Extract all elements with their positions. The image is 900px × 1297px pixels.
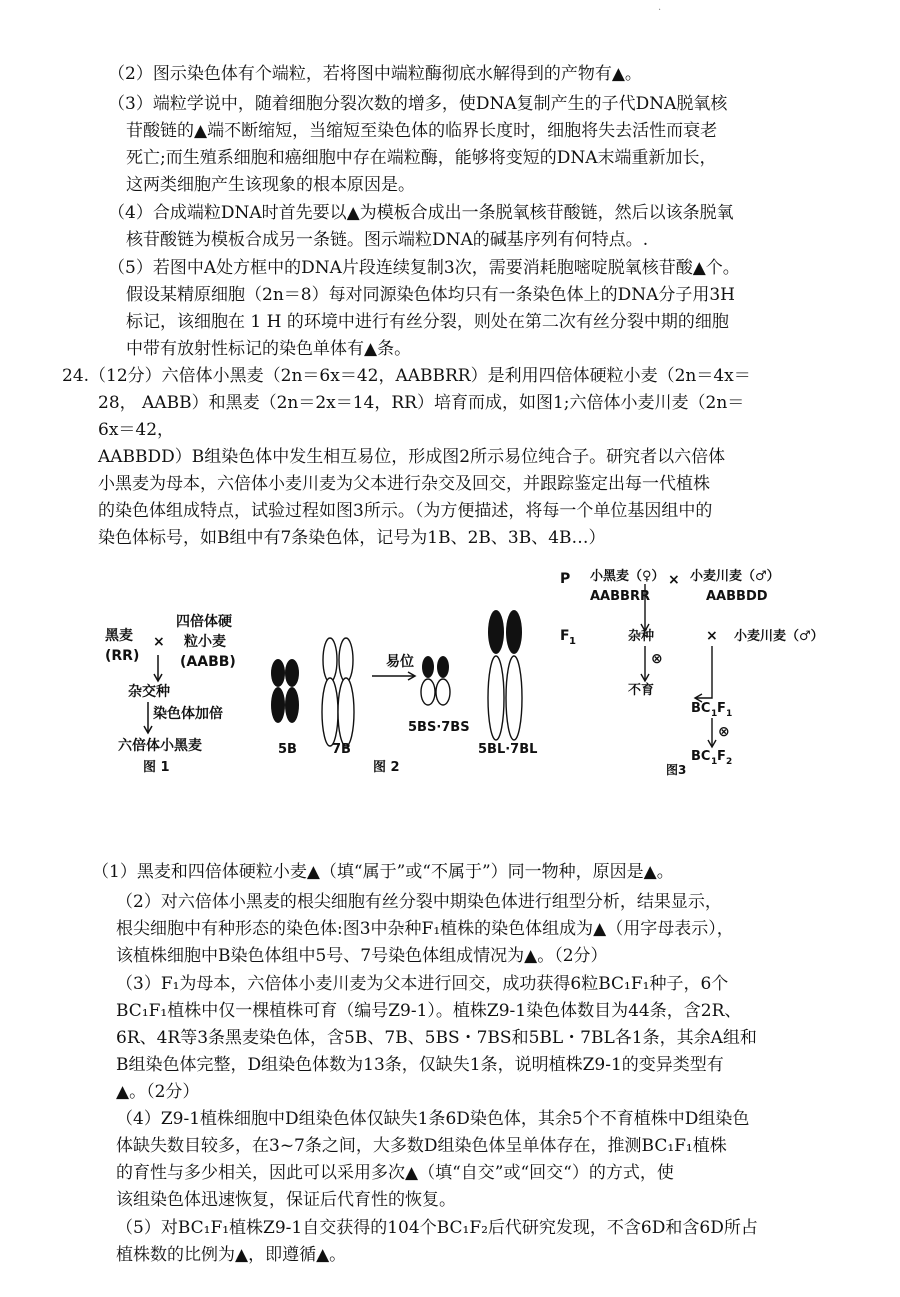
chrom-7b-arm-top bbox=[323, 638, 337, 682]
fig3-bc1f2-a: BC bbox=[691, 749, 711, 764]
fig2-arrow-label: 易位 bbox=[386, 654, 414, 670]
q24-line: 该组染色体迅速恢复，保证后代育性的恢复。 bbox=[116, 1190, 456, 1210]
fig3-bc1f2-b: 1 bbox=[711, 757, 718, 767]
q23-line: 标记，该细胞在 1 H 的环境中进行有丝分裂，则处在第二次有丝分裂中期的细胞 bbox=[126, 312, 729, 332]
fig2-c3: 5BS·7BS bbox=[408, 720, 470, 735]
fig1-heimai: 黑麦 bbox=[105, 628, 133, 644]
q23-line: （3）端粒学说中，随着细胞分裂次数的增多，使DNA复制产生的子代DNA脱氧核 bbox=[108, 94, 728, 114]
q24-line: 植株数的比例为▲，即遵循▲。 bbox=[116, 1245, 347, 1265]
fig3-male: 小麦川麦（♂） bbox=[690, 569, 780, 584]
chrom-5b-arm-bottom bbox=[271, 687, 285, 723]
q24-intro-line: 28， AABB）和黑麦（2n＝2x＝14，RR）培育而成，如图1;六倍体小麦川麦（2n＝ bbox=[98, 393, 745, 413]
fig3-female: 小黑麦（♀） bbox=[590, 569, 665, 584]
fig2-c1: 5B bbox=[278, 742, 297, 757]
fig3-sterile: 不育 bbox=[628, 683, 655, 698]
fig1-tetra-2: 粒小麦 bbox=[184, 634, 226, 650]
fig3-p: P bbox=[560, 571, 571, 587]
q24-line: 6R、4R等3条黑麦染色体，含5B、7B、5BS・7BS和5BL・7BL各1条，其余A组和 bbox=[116, 1028, 757, 1048]
fig1-tetra-1: 四倍体硬 bbox=[176, 614, 232, 630]
fig2-c4: 5BL·7BL bbox=[478, 742, 538, 757]
q24-line: （1）黑麦和四倍体硬粒小麦▲（填“属于”或“不属于”）同一物种，原因是▲。 bbox=[92, 862, 674, 882]
q24-line: （2）对六倍体小黑麦的根尖细胞有丝分裂中期染色体进行组型分析，结果显示， bbox=[116, 892, 722, 912]
q23-line: 死亡;而生殖系细胞和癌细胞中存在端粒酶，能够将变短的DNA末端重新加长， bbox=[126, 148, 717, 168]
fig1-caption: 图 1 bbox=[143, 760, 170, 775]
fig3-bc1f1-d: 1 bbox=[726, 709, 733, 719]
header-dot: . bbox=[658, 2, 662, 13]
q23-line: 假设某精原细胞（2n＝8）每对同源染色体均只有一条染色体上的DNA分子用3H bbox=[126, 285, 736, 305]
chrom-5b-arm-top bbox=[271, 659, 285, 687]
fig3-f1-sub: 1 bbox=[569, 636, 576, 647]
fig3-bc1f1-c: F bbox=[717, 701, 726, 716]
q24-intro-line: 染色体标号，如B组中有7条染色体，记号为1B、2B、3B、4B…） bbox=[98, 528, 606, 548]
fig3-bc1f1-b: 1 bbox=[711, 709, 718, 719]
figure-2 bbox=[271, 610, 537, 775]
fig3-female-geno: AABBRR bbox=[590, 589, 650, 604]
q24-intro-line: 的染色体组成特点，试验过程如图3所示。（为方便描述，将每一个单位基因组中的 bbox=[98, 501, 713, 521]
q24-intro-line: 24.（12分）六倍体小黑麦（2n＝6x＝42，AABBRR）是利用四倍体硬粒小麦（2n＝4x＝ bbox=[62, 366, 751, 386]
fig3-self-2: ⊗ bbox=[718, 724, 730, 740]
q24-intro-line: 小黑麦为母本，六倍体小麦川麦为父本进行杂交及回交，并跟踪鉴定出每一代植株 bbox=[98, 474, 710, 494]
fig3-caption: 图3 bbox=[666, 763, 687, 777]
fig2-c2: 7B bbox=[332, 742, 351, 757]
fig1-hybrid: 杂交种 bbox=[128, 684, 170, 700]
q23-line: 中带有放射性标记的染色单体有▲条。 bbox=[126, 339, 412, 359]
fig3-male-geno: AABBDD bbox=[706, 589, 768, 604]
fig1-aabb: (AABB) bbox=[180, 654, 236, 670]
fig3-self-1: ⊗ bbox=[651, 651, 663, 667]
fig3-bc1f1-a: BC bbox=[691, 701, 711, 716]
chrom-5bl7bl-top bbox=[488, 610, 504, 654]
q24-line: B组染色体完整，D组染色体数为13条，仅缺失1条，说明植株Z9-1的变异类型有 bbox=[116, 1055, 724, 1075]
fig1-rr: (RR) bbox=[105, 648, 140, 664]
figure-1 bbox=[105, 613, 236, 775]
fig3-male-2: 小麦川麦（♂） bbox=[734, 629, 824, 644]
fig3-f1: F bbox=[560, 628, 570, 644]
q24-line: （4）Z9-1植株细胞中D组染色体仅缺失1条6D染色体，其余5个不育植株中D组染色 bbox=[116, 1109, 750, 1129]
fig3-cross-2: × bbox=[706, 628, 718, 644]
q23-line: （5）若图中A处方框中的DNA片段连续复制3次，需要消耗胞嘧啶脱氧核苷酸▲个。 bbox=[108, 258, 740, 278]
q24-line: 根尖细胞中有种形态的染色体:图3中杂种F₁植株的染色体组成为▲（用字母表示）， bbox=[116, 919, 734, 939]
q24-line: （5）对BC₁F₁植株Z9-1自交获得的104个BC₁F₂后代研究发现，不含6D和含6D所占 bbox=[116, 1218, 758, 1238]
q24-line: 的育性与多少相关，因此可以采用多次▲（填“自交”或“回交“）的方式，使 bbox=[116, 1163, 674, 1183]
fig3-bc1f2-c: F bbox=[717, 749, 726, 764]
fig3-hybrid: 杂种 bbox=[628, 629, 655, 644]
fig1-hexa: 六倍体小黑麦 bbox=[118, 738, 202, 754]
q23-line: （4）合成端粒DNA时首先要以▲为模板合成出一条脱氧核苷酸链，然后以该条脱氧 bbox=[108, 203, 734, 223]
q24-line: ▲。（2分） bbox=[116, 1082, 200, 1102]
q23-line: 苷酸链的▲端不断缩短，当缩短至染色体的临界长度时，细胞将失去活性而衰老 bbox=[126, 121, 718, 141]
q23-line: （2）图示染色体有个端粒，若将图中端粒酶彻底水解得到的产物有▲。 bbox=[108, 64, 642, 84]
chrom-7b-arm-bottom bbox=[322, 678, 338, 746]
figures-panel bbox=[0, 560, 900, 790]
q23-line: 核苷酸链为模板合成另一条链。图示端粒DNA的碱基序列有何特点。. bbox=[126, 230, 649, 250]
q24-intro-line: AABBDD）B组染色体中发生相互易位，形成图2所示易位纯合子。研究者以六倍体 bbox=[98, 447, 726, 467]
fig1-double: 染色体加倍 bbox=[153, 706, 223, 722]
q24-line: 体缺失数目较多，在3~7条之间，大多数D组染色体呈单体存在，推测BC₁F₁植株 bbox=[116, 1136, 727, 1156]
fig3-bc1f2-d: 2 bbox=[726, 757, 733, 767]
chrom-5bs7bs-top bbox=[422, 656, 434, 678]
q24-line: 该植株细胞中B染色体组中5号、7号染色体组成情况为▲。（2分） bbox=[116, 946, 608, 966]
q24-line: BC₁F₁植株中仅一棵植株可育（编号Z9-1）。植株Z9-1染色体数目为44条，含2R、 bbox=[116, 1001, 742, 1021]
fig1-cross: × bbox=[153, 634, 165, 650]
fig2-caption: 图 2 bbox=[373, 760, 400, 775]
q23-line: 这两类细胞产生该现象的根本原因是。 bbox=[126, 175, 415, 195]
figure-3 bbox=[560, 568, 824, 777]
fig3-cross-1: × bbox=[668, 572, 680, 588]
q24-line: （3）F₁为母本，六倍体小麦川麦为父本进行回交，成功获得6粒BC₁F₁种子，6个 bbox=[116, 974, 729, 994]
q24-intro-line: 6x＝42， bbox=[98, 420, 175, 440]
